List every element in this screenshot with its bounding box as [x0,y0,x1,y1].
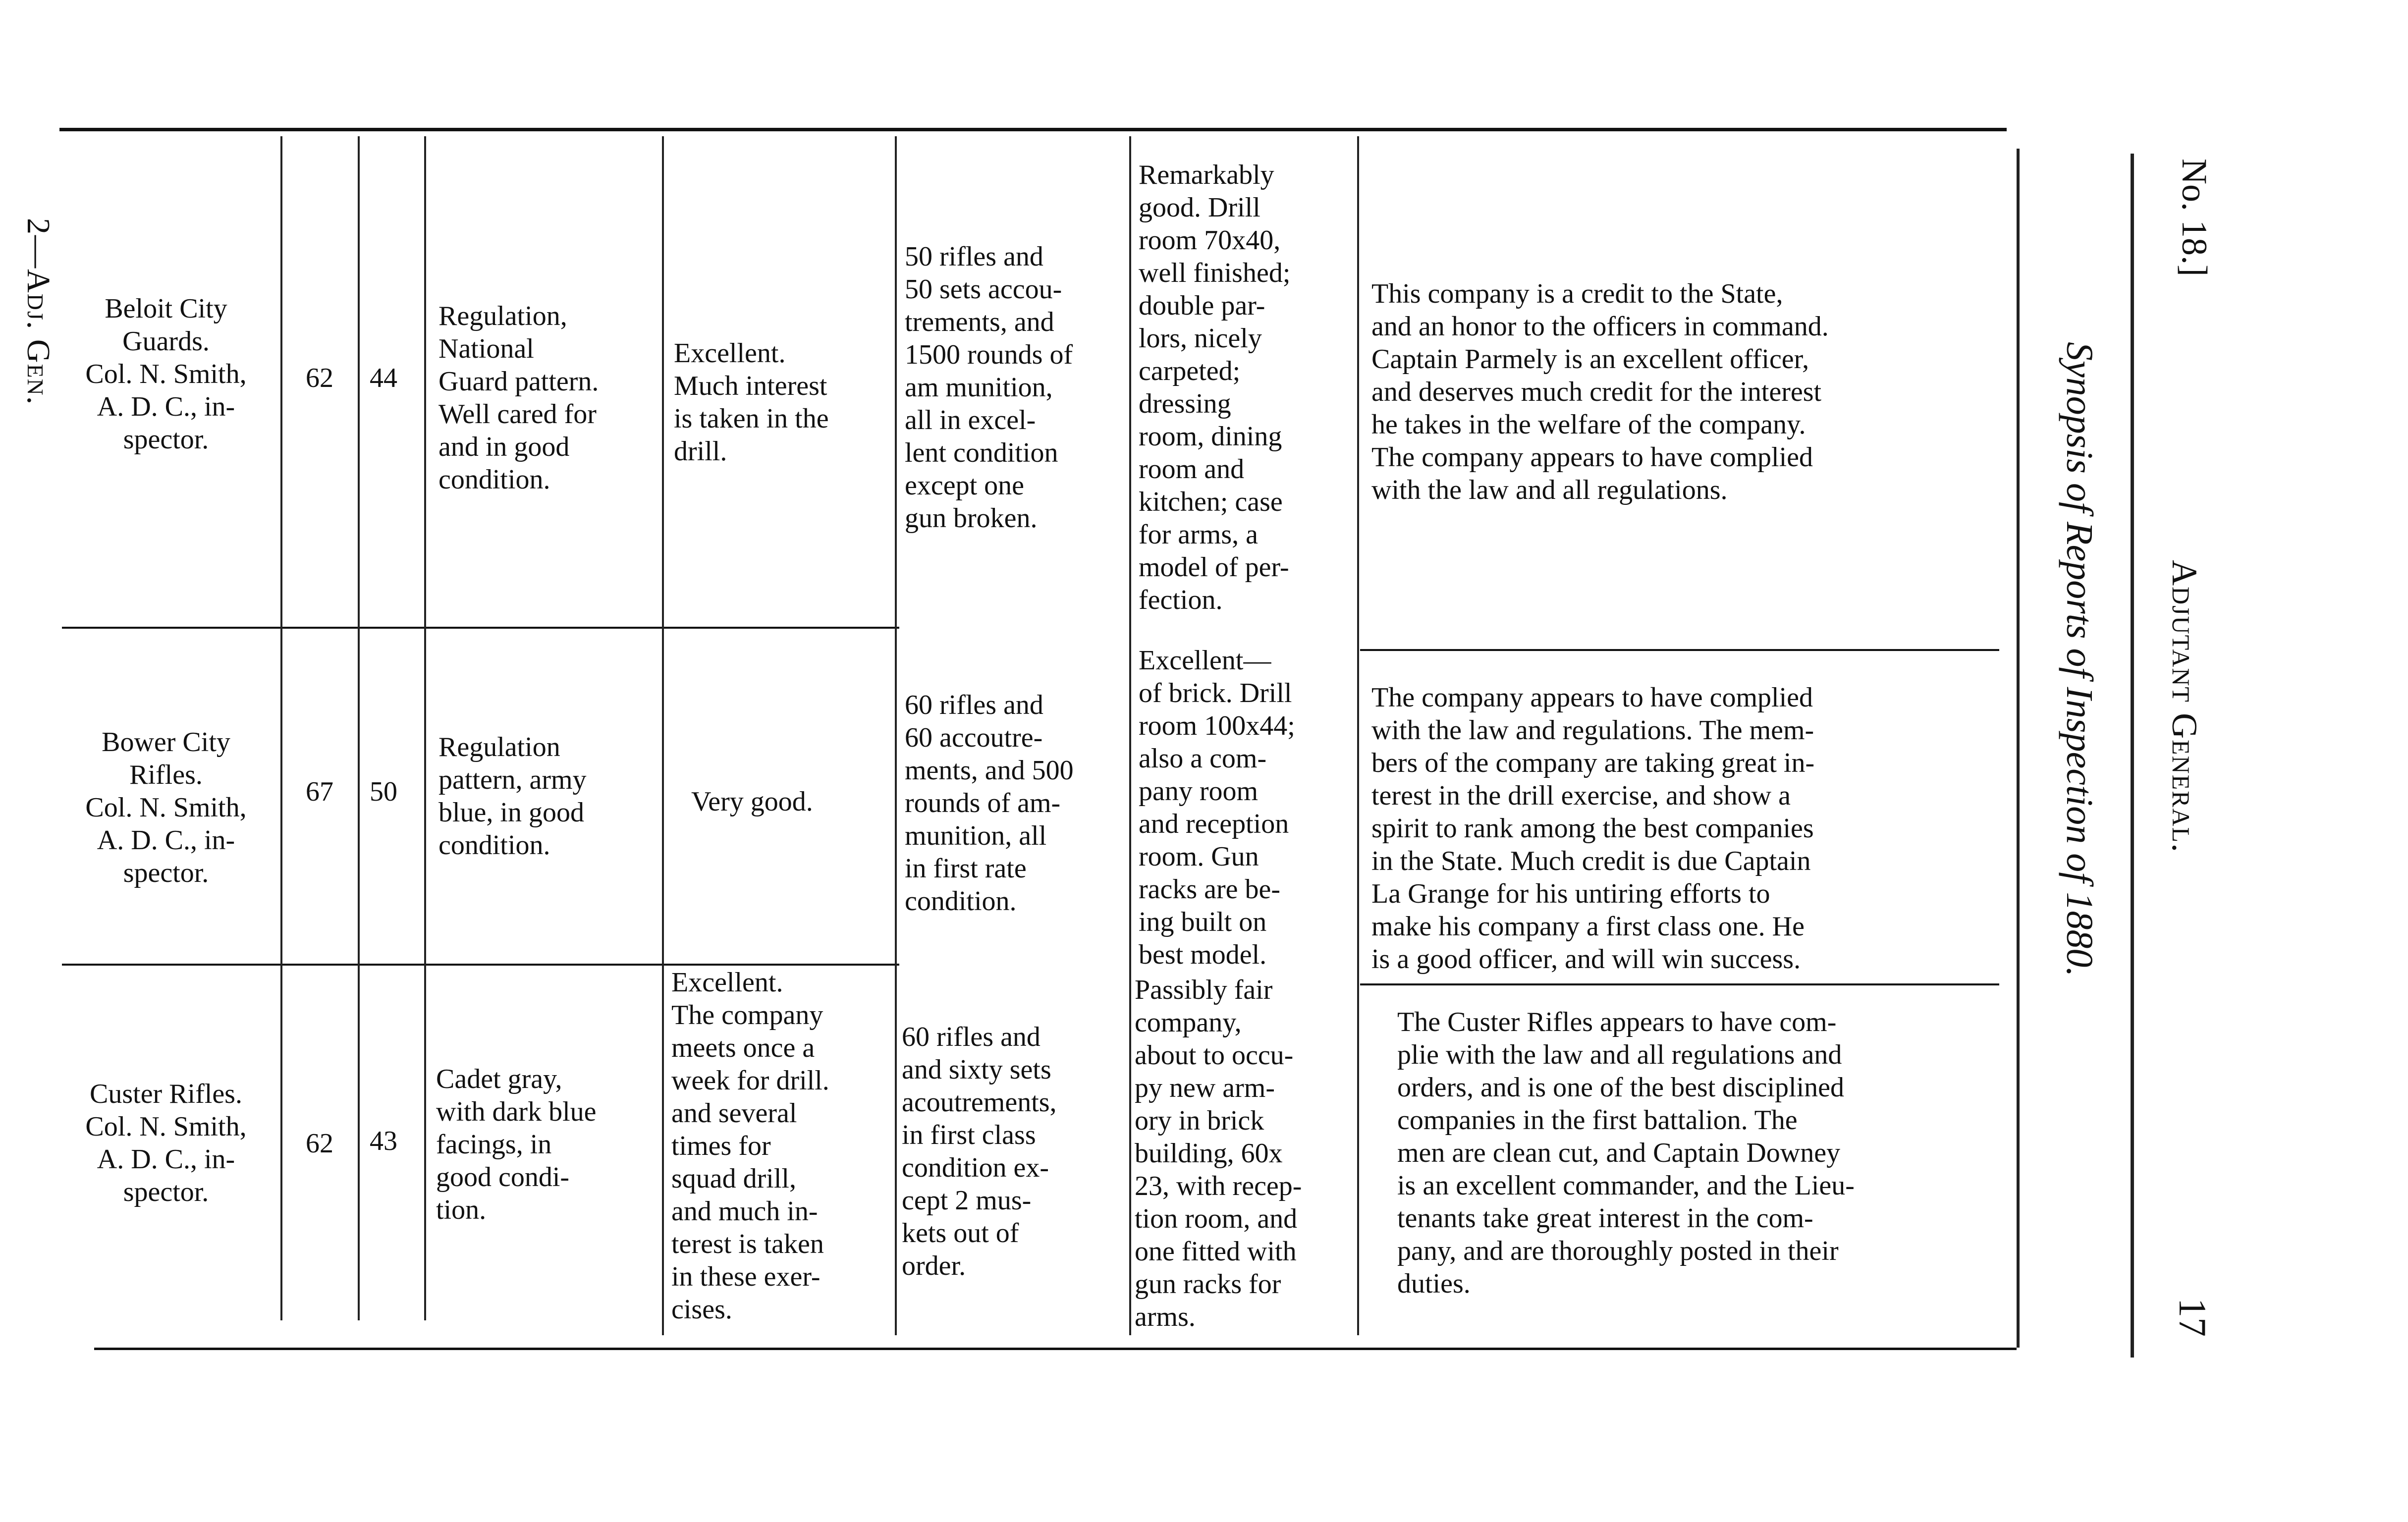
column-line-3 [424,136,426,1320]
issue-number: No. 18.] [2175,159,2214,276]
armory-bower: Excellent— of brick. Drill room 100x44; also a com- pany room and reception room. Gun racks are be- ing built on best model. [1139,645,1295,970]
arms-beloit: 50 rifles and 50 sets accou- trements, and 1500 rounds of am munition, all in excel- lent condition except one gun broken. [905,241,1073,534]
row-divider-1b [1360,649,1999,651]
signature-mark: 2—Adj. Gen. [20,218,56,406]
bottom-rule [94,1348,2017,1350]
company-name-bower: Bower City Rifles. Col. N. Smith, A. D. C., in- spector. [85,727,247,888]
arms-bower: 60 rifles and 60 accoutre- ments, and 500 rounds of am- munition, all in first rate condition. [905,690,1074,917]
count-2-beloit: 44 [370,363,397,393]
armory-custer: Passibly fair company, about to occu- py new arm- ory in brick building, 60x 23, with recep- tion room, and one fitted with gun racks for arms. [1135,975,1302,1332]
drill-custer: Excellent. The company meets once a week for drill. and several times for squad drill, and much in- terest is taken in these exer- cises. [671,967,829,1325]
column-line-4 [662,136,664,1335]
count-1-beloit: 62 [306,363,333,393]
company-name-beloit: Beloit City Guards. Col. N. Smith, A. D. C., in- spector. [85,293,247,455]
armory-beloit: Remarkably good. Drill room 70x40, well finished; double par- lors, nicely carpeted; dressing room, dining room and kitchen; case for arms, a model of per- fection. [1139,160,1291,615]
column-line-1 [280,136,282,1320]
top-rule [59,128,2007,131]
row-divider-1a [62,627,899,629]
uniform-bower: Regulation pattern, army blue, in good condition. [438,732,587,861]
count-1-custer: 62 [306,1128,333,1159]
row-divider-2a [62,964,899,966]
arms-custer: 60 rifles and and sixty sets acoutrements, in first class condition ex- cept 2 mus- kets out of order. [902,1022,1057,1281]
uniform-beloit: Regulation, National Guard pattern. Well cared for and in good condition. [438,301,599,495]
uniform-custer: Cadet gray, with dark blue facings, in good condi- tion. [436,1064,597,1225]
remarks-beloit: This company is a credit to the State, and an honor to the officers in command. Captain Parmely is an excellent officer, and deserves much credit for the interest he takes in the welfare of the company. The company appears to have complied with the law and all regulations. [1371,278,1829,505]
right-border [2017,149,2020,1348]
column-line-6 [1129,136,1131,1335]
page-number: 17 [2171,1298,2214,1337]
remarks-bower: The company appears to have complied with the law and regulations. The mem- bers of the company are taking great in- terest in the drill exercise, and show a spirit to rank among the best companies in the State. Much credit is due Captain La Grange for his untiring efforts to make his company a first class one. He is a good officer, and will win success. [1371,682,1815,975]
company-name-custer: Custer Rifles. Col. N. Smith, A. D. C., in- spector. [85,1079,247,1207]
row-divider-2b [1360,983,1999,985]
column-line-7 [1357,136,1359,1335]
count-1-bower: 67 [306,776,333,807]
synopsis-title: Synopsis of Reports of Inspection of 1880. [2059,342,2100,977]
drill-bower: Very good. [691,786,813,817]
count-2-custer: 43 [370,1126,397,1156]
page-edge-line [2131,154,2134,1358]
count-2-bower: 50 [370,776,397,807]
remarks-custer: The Custer Rifles appears to have com- plie with the law and all regulations and orders, and is one of the best disciplined companies in the first battalion. The men are clean cut, and Captain Downey is an excellent commander, and the Lieu- tenants take great interest in the com- pany, and are thoroughly posted in their duties. [1397,1007,1855,1299]
column-line-5 [895,136,897,1335]
drill-beloit: Excellent. Much interest is taken in the drill. [674,338,829,467]
running-title: Adjutant General. [2165,560,2204,854]
